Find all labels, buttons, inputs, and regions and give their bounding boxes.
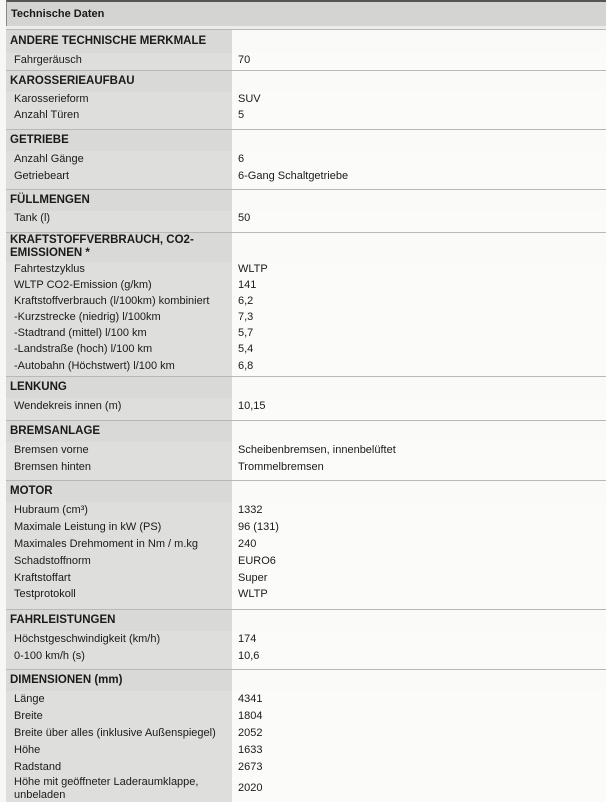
spec-value: 6: [232, 151, 606, 168]
section-title: KRAFTSTOFFVERBRAUCH, CO2-EMISSIONEN *: [6, 233, 232, 262]
spec-label: Kraftstoffart: [6, 570, 232, 587]
spec-label: 0-100 km/h (s): [6, 648, 232, 665]
spec-label: Karosserieform: [6, 92, 232, 108]
spec-label: Radstand: [6, 759, 232, 776]
spec-value: 1332: [232, 502, 606, 519]
section-value-spacer: [232, 377, 606, 398]
spec-value: EURO6: [232, 553, 606, 570]
spec-value: 240: [232, 536, 606, 553]
section-value-spacer: [232, 421, 606, 442]
spec-row: [6, 310, 606, 326]
section-header: [6, 190, 606, 211]
spec-label: -Landstraße (hoch) l/100 km: [6, 342, 232, 358]
spec-value: 6-Gang Schaltgetriebe: [232, 168, 606, 185]
specs-table: [6, 29, 606, 802]
gap-cell: [232, 603, 606, 610]
spec-label: Testprotokoll: [6, 587, 232, 603]
spec-label: Anzahl Gänge: [6, 151, 232, 168]
section-gap: [6, 603, 606, 610]
spec-row: [6, 459, 606, 476]
spec-row: [6, 519, 606, 536]
spec-label: Anzahl Türen: [6, 108, 232, 124]
spec-value: 7,3: [232, 310, 606, 326]
section-header: [6, 130, 606, 151]
spec-row: [6, 294, 606, 310]
section-header: [6, 481, 606, 502]
spec-value: 2020: [232, 776, 606, 802]
section-value-spacer: [232, 233, 606, 262]
spec-sheet: [6, 0, 606, 801]
section-value-spacer: [232, 130, 606, 151]
section-title: GETRIEBE: [6, 130, 232, 151]
section-value-spacer: [232, 71, 606, 92]
spec-value: 4341: [232, 691, 606, 708]
section-title: BREMSANLAGE: [6, 421, 232, 442]
spec-value: 5,7: [232, 326, 606, 342]
spec-label: -Stadtrand (mittel) l/100 km: [6, 326, 232, 342]
section-header: [6, 233, 606, 262]
spec-row: [6, 211, 606, 227]
spec-value: 6,8: [232, 358, 606, 375]
spec-label: WLTP CO2-Emission (g/km): [6, 278, 232, 294]
section-title: FÜLLMENGEN: [6, 190, 232, 211]
section-value-spacer: [232, 670, 606, 691]
spec-row: [6, 502, 606, 519]
section-value-spacer: [232, 610, 606, 631]
spec-row: [6, 358, 606, 375]
spec-row: [6, 725, 606, 742]
spec-value: 141: [232, 278, 606, 294]
spec-row: [6, 587, 606, 603]
spec-label: Maximale Leistung in kW (PS): [6, 519, 232, 536]
spec-row: [6, 536, 606, 553]
spec-value: Scheibenbremsen, innenbelüftet: [232, 442, 606, 459]
spec-row: [6, 278, 606, 294]
spec-row: [6, 570, 606, 587]
spec-label: Getriebeart: [6, 168, 232, 185]
section-title: MOTOR: [6, 481, 232, 502]
spec-label: Breite über alles (inklusive Außenspiegel): [6, 725, 232, 742]
spec-row: [6, 151, 606, 168]
section-title: ANDERE TECHNISCHE MERKMALE: [6, 30, 232, 53]
spec-row: [6, 776, 606, 802]
spec-value: 10,15: [232, 398, 606, 415]
spec-label: Höchstgeschwindigkeit (km/h): [6, 631, 232, 648]
spec-row: [6, 398, 606, 415]
spec-value: 10,6: [232, 648, 606, 665]
spec-row: [6, 442, 606, 459]
spec-row: [6, 742, 606, 759]
spec-label: Tank (l): [6, 211, 232, 227]
spec-row: [6, 342, 606, 358]
spec-label: -Kurzstrecke (niedrig) l/100km: [6, 310, 232, 326]
spec-label: Fahrgeräusch: [6, 53, 232, 69]
spec-value: Super: [232, 570, 606, 587]
spec-label: Länge: [6, 691, 232, 708]
section-title: LENKUNG: [6, 377, 232, 398]
spec-row: [6, 708, 606, 725]
spec-label: Schadstoffnorm: [6, 553, 232, 570]
section-value-spacer: [232, 30, 606, 53]
spec-value: 5,4: [232, 342, 606, 358]
spec-value: 1633: [232, 742, 606, 759]
spec-value: 2673: [232, 759, 606, 776]
section-header: [6, 71, 606, 92]
spec-row: [6, 326, 606, 342]
spec-label: Fahrtestzyklus: [6, 262, 232, 278]
spec-label: -Autobahn (Höchstwert) l/100 km: [6, 358, 232, 375]
spec-value: 2052: [232, 725, 606, 742]
spec-label: Kraftstoffverbrauch (l/100km) kombiniert: [6, 294, 232, 310]
spec-row: [6, 759, 606, 776]
section-value-spacer: [232, 190, 606, 211]
spec-row: [6, 553, 606, 570]
spec-label: Wendekreis innen (m): [6, 398, 232, 415]
section-header: [6, 377, 606, 398]
spec-label: Bremsen vorne: [6, 442, 232, 459]
spec-value: 5: [232, 108, 606, 124]
spec-value: WLTP: [232, 587, 606, 603]
spec-label: Hubraum (cm³): [6, 502, 232, 519]
spec-value: 70: [232, 53, 606, 69]
spec-label: Maximales Drehmoment in Nm / m.kg: [6, 536, 232, 553]
spec-label: Höhe mit geöffneter Laderaumklappe, unbeladen: [6, 776, 232, 802]
spec-value: 1804: [232, 708, 606, 725]
spec-row: [6, 631, 606, 648]
spec-value: WLTP: [232, 262, 606, 278]
section-title: DIMENSIONEN (mm): [6, 670, 232, 691]
spec-label: Höhe: [6, 742, 232, 759]
spec-row: [6, 92, 606, 108]
spec-row: [6, 168, 606, 185]
spec-label: Bremsen hinten: [6, 459, 232, 476]
spec-label: Breite: [6, 708, 232, 725]
section-header: [6, 610, 606, 631]
spec-value: 6,2: [232, 294, 606, 310]
spec-row: [6, 691, 606, 708]
gap-cell: [6, 603, 232, 610]
section-header: [6, 670, 606, 691]
spec-value: Trommelbremsen: [232, 459, 606, 476]
section-title: KAROSSERIEAUFBAU: [6, 71, 232, 92]
spec-value: 50: [232, 211, 606, 227]
spec-value: SUV: [232, 92, 606, 108]
spec-value: 174: [232, 631, 606, 648]
section-title: FAHRLEISTUNGEN: [6, 610, 232, 631]
page-title: Technische Daten: [6, 0, 606, 26]
section-header: [6, 30, 606, 53]
spec-value: 96 (131): [232, 519, 606, 536]
spec-row: [6, 648, 606, 665]
spec-row: [6, 262, 606, 278]
section-header: [6, 421, 606, 442]
section-value-spacer: [232, 481, 606, 502]
spec-row: [6, 108, 606, 124]
spec-row: [6, 53, 606, 69]
